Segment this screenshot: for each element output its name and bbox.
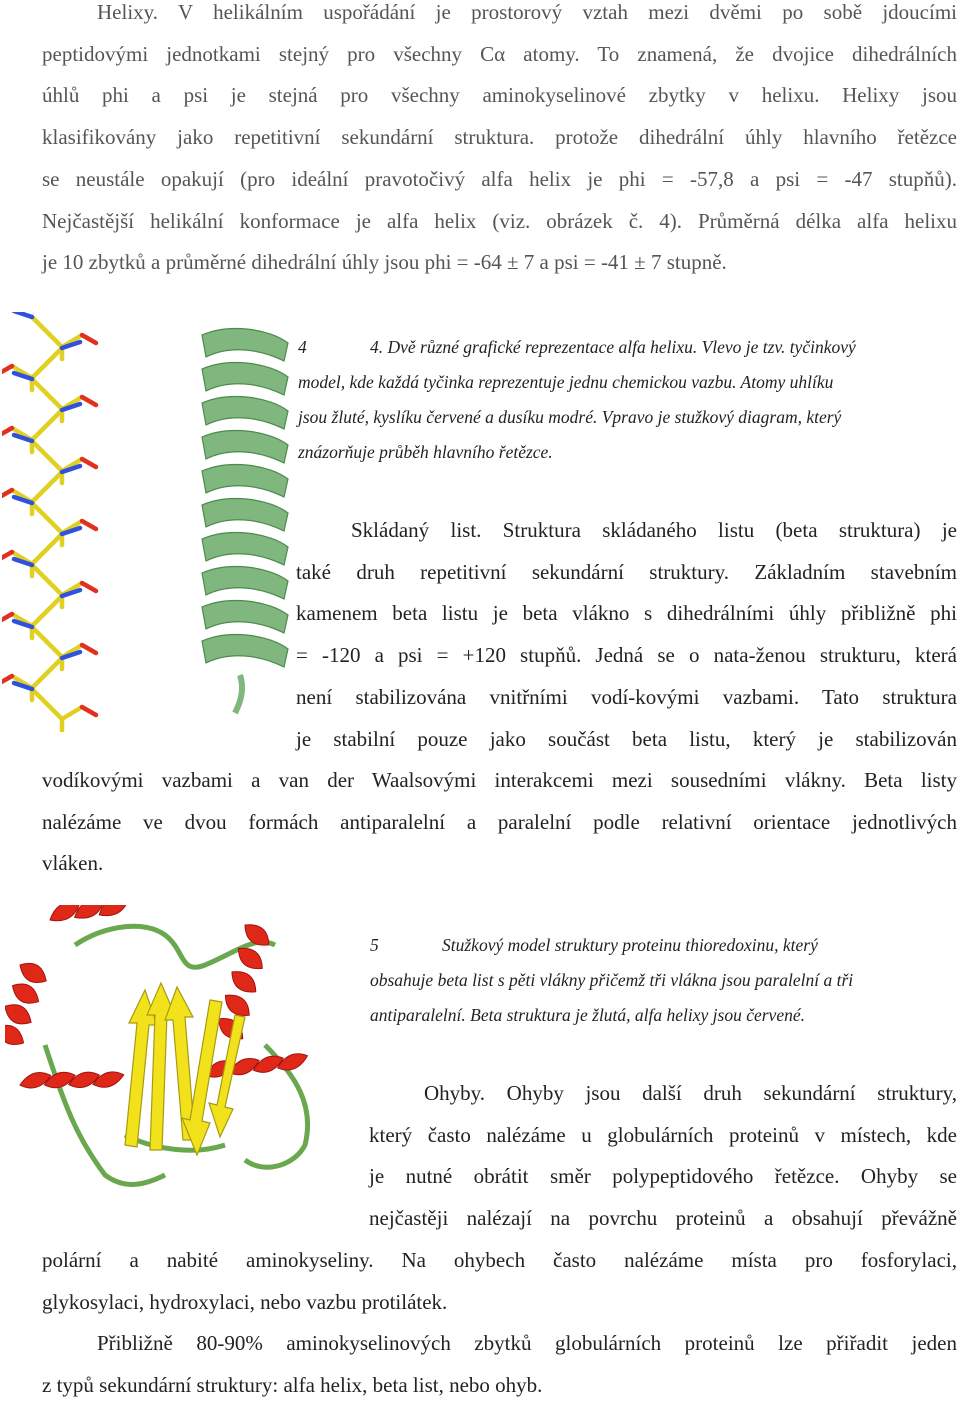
alpha-helix-left [5,960,50,1049]
text-line: nalézáme ve dvou formách antiparalelní a paralelní podle relativní orientace jednotlivých [42,809,957,834]
text-line: Nejčastější helikální konformace je alfa helix (viz. obrázek č. 4). Průměrná délka alfa helixu [42,208,957,233]
bond-stick [32,596,62,626]
bond-stick [82,397,96,405]
text-line: úhlů phi a psi je stejná pro všechny aminokyselinové zbytky v helixu. Helixy jsou [42,83,957,108]
text-line: Ohyby. Ohyby jsou další druh sekundární struktury, [424,1081,957,1105]
figure-number: 4 [298,337,307,357]
bond-stick [32,317,62,347]
helix-turn [202,363,288,395]
bond-stick [32,410,62,440]
figure-number: 5 [370,935,379,955]
text-line: nejčastěji nalézají na povrchu proteinů a obsahují převážně [369,1206,957,1231]
helix-turn [202,567,288,599]
bond-stick [82,521,96,529]
caption-line: model, kde každá tyčinka reprezentuje jednu chemickou vazbu. Atomy uhlíku [298,372,834,392]
text-line: Skládaný list. Struktura skládaného listu (beta struktura) je [351,518,957,542]
helix-turn [202,465,288,497]
helix-turn [202,431,288,463]
bond-stick [32,379,62,409]
text-line: Přibližně 80-90% aminokyselinových zbytků globulárních proteinů lze přiřadit jeden [97,1331,957,1355]
alpha-helix-ribbon-diagram [190,325,300,715]
text-line: je nutné obrátit směr polypeptidového řetězce. Ohyby se [369,1164,957,1189]
paragraph-skladany-list-cont [42,760,957,885]
helix-turn [202,601,288,633]
caption-line: antiparalelní. Beta struktura je žlutá, alfa helixy jsou červené. [370,1005,805,1025]
bond-stick [62,707,82,719]
helix-tail [235,675,242,713]
bond-stick [2,614,12,622]
figure-4-caption [298,330,958,470]
text-line: je stabilní pouze jako součást beta listu, který je stabilizován [296,726,957,751]
text-line: = -120 a psi = +120 stupňů. Jedná se o nata-ženou strukturu, která [296,643,957,668]
bond-stick [82,645,96,653]
thioredoxin-ribbon-model [5,905,350,1200]
bond-stick [32,627,62,657]
bond-stick [32,348,62,378]
text-line: polární a nabité aminokyseliny. Na ohybech často nalézáme místa pro fosforylaci, [42,1248,957,1272]
bond-stick [82,459,96,467]
caption-line: jsou žluté, kyslíku červené a dusíku modré. Vpravo je stužkový diagram, který [298,407,842,427]
bond-stick [14,312,32,317]
bond-stick [2,552,12,560]
text-line: klasifikovány jako repetitivní sekundární struktura. protože dihedrální úhly hlavního řetězce [42,125,957,150]
text-line: se neustále opakují (pro ideální pravotočivý alfa helix je phi = -57,8 a psi = -47 stupňů). [42,166,957,191]
bond-stick [82,335,96,343]
text-line: vodíkovými vazbami a van der Waalsovými interakcemi mezi sousedními vlákny. Beta listy [42,768,957,792]
bond-stick [32,503,62,533]
text-line: z typů sekundární struktury: alfa helix, beta list, nebo ohyb. [42,1372,543,1397]
caption-line: 4 4. Dvě různé grafické reprezentace alfa helixu. Vlevo je tzv. tyčinkový [298,330,958,365]
text-line: kamenem beta listu je beta vlákno s dihedrálními úhly přibližně phi [296,601,957,626]
text-line: není stabilizována vnitřními vodí-kovými vazbami. Tato struktura [296,684,957,709]
bond-stick [2,428,12,436]
helix-turn [202,499,288,531]
coil-loop [125,1135,225,1150]
bond-stick [82,583,96,591]
text-line: glykosylaci, hydroxylaci, nebo vazbu protilátek. [42,1289,448,1314]
helix-turn [202,533,288,565]
bond-stick [32,441,62,471]
helix-turn [202,397,288,429]
bond-stick [2,676,12,684]
text-line: peptidovými jednotkami stejný pro všechny Cα atomy. To znamená, že dvojice dihedrálních [42,41,957,66]
paragraph-ohyby [369,1073,957,1240]
paragraph-ohyby-cont [42,1240,957,1323]
text-line: který často nalézáme u globulárních proteinů v místech, kde [369,1122,957,1147]
figure-5-caption [370,928,960,1033]
alpha-helix-top-left [46,905,132,936]
alpha-helix-bottom [18,1058,125,1102]
bond-stick [32,658,62,688]
text-line: také druh repetitivní sekundární struktury. Základním stavebním [296,559,957,584]
caption-line: obsahuje beta list s pěti vlákny přičemž tři vlákna jsou paralelní a tři [370,970,854,990]
paragraph-helixy [42,0,957,284]
bond-stick [82,707,96,715]
alpha-helix-stick-model [2,312,112,732]
paragraph-skladany-list [296,510,957,760]
bond-stick [32,472,62,502]
bond-stick [32,565,62,595]
caption-line: 5 Stužkový model struktury proteinu thioredoxinu, který [370,928,960,963]
bond-stick [2,490,12,498]
bond-stick [32,689,62,719]
helix-turn [202,329,288,361]
helix-turn [202,635,288,667]
caption-line: znázorňuje průběh hlavního řetězce. [298,442,553,462]
paragraph-summary [42,1323,957,1406]
text-line: je 10 zbytků a průměrné dihedrální úhly jsou phi = -64 ± 7 a psi = -41 ± 7 stupně. [42,250,727,275]
text-line: vláken. [42,851,104,876]
bond-stick [32,534,62,564]
bond-stick [2,366,12,374]
beta-sheet [125,983,245,1155]
text-line: Helixy. V helikálním uspořádání je prostorový vztah mezi dvěmi po sobě jdoucími [97,0,957,24]
coil-loop [45,1045,165,1184]
